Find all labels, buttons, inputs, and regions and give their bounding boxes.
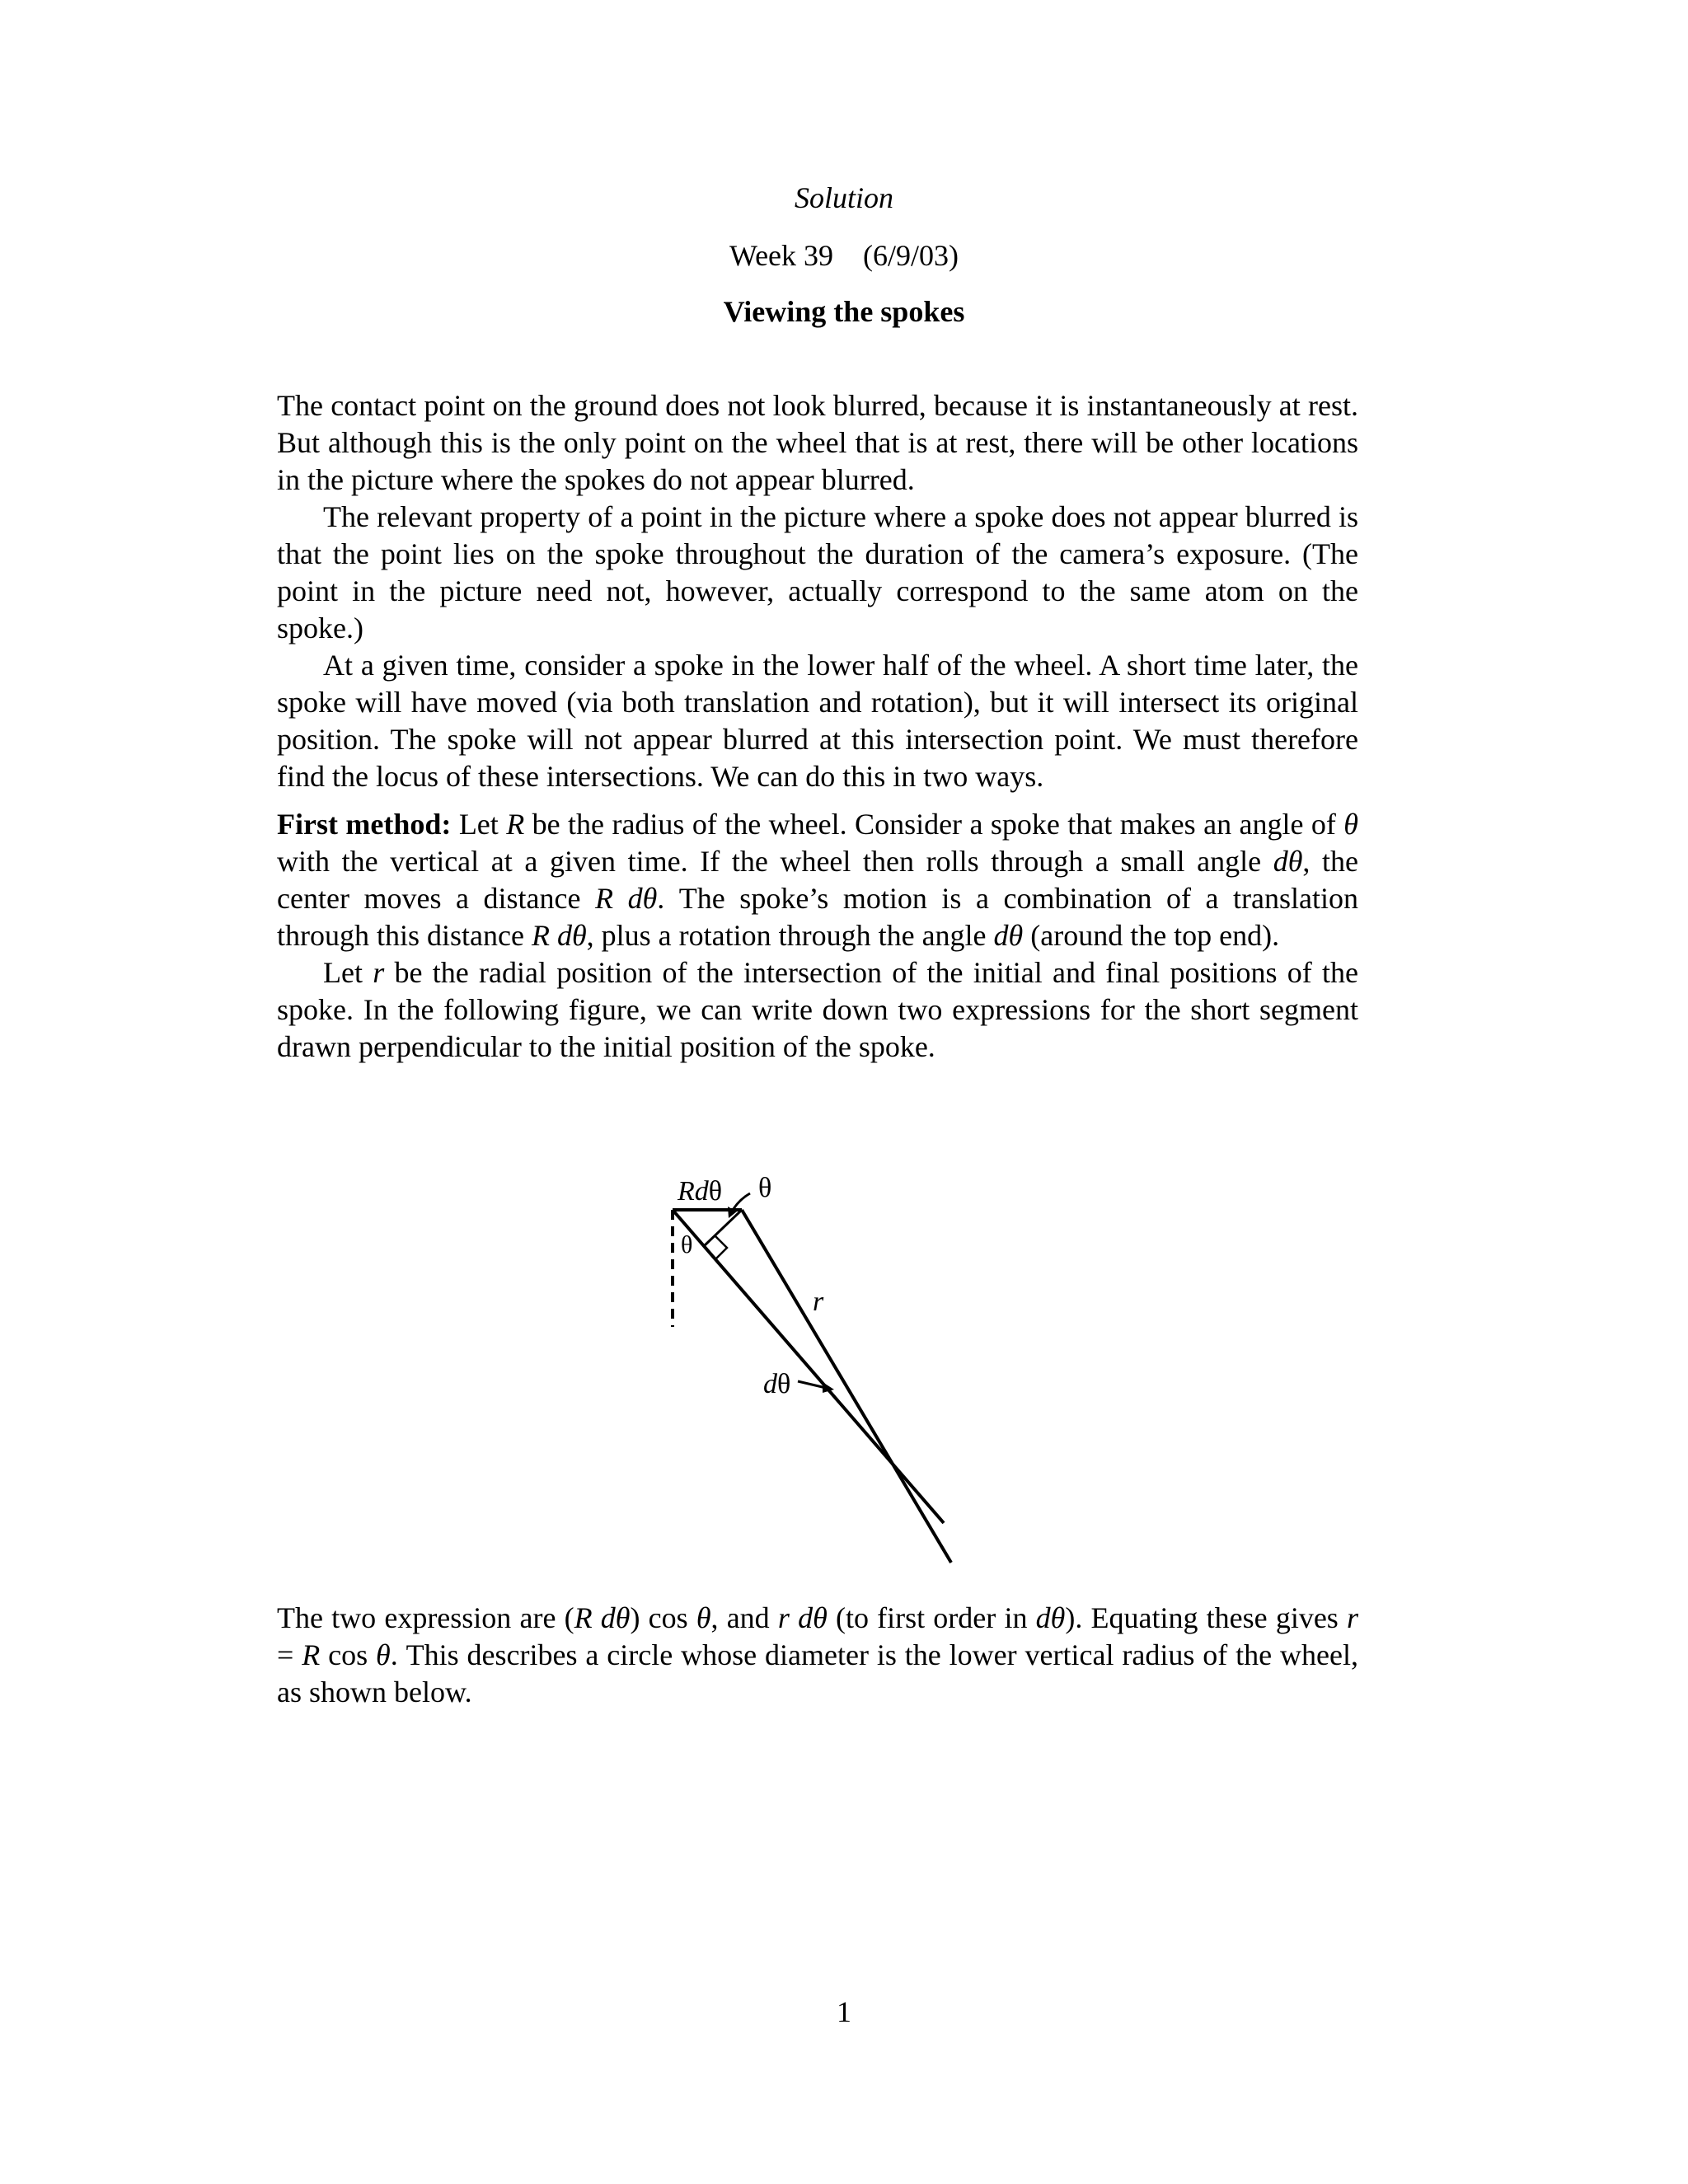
p4-math-Rdtheta-1: R dθ (595, 882, 658, 915)
perpendicular-segment (704, 1210, 742, 1246)
p4-text-c: with the vertical at a given time. If the wheel then rolls through a small angle (277, 845, 1273, 878)
body-text-top (277, 387, 1358, 1066)
p4-text-f: , plus a rotation through the angle (586, 919, 994, 952)
label-rdtheta-d: d (694, 1176, 709, 1207)
p6-text-e: ). Equating these gives (1065, 1601, 1347, 1634)
label-rdtheta-R: R (678, 1176, 695, 1207)
page-number: 1 (837, 1995, 851, 2028)
p4-math-Rdtheta-2: R dθ (531, 919, 587, 952)
week-date-label: Week 39 (6/9/03) (729, 239, 959, 272)
label-dtheta (763, 1369, 790, 1399)
first-method-heading: First method: (277, 808, 452, 841)
label-rdtheta (677, 1176, 722, 1207)
initial-spoke-line (673, 1210, 944, 1523)
p6-math-dtheta: dθ (1035, 1601, 1066, 1634)
p6-math-theta-1: θ (696, 1601, 711, 1634)
right-angle-marker (715, 1236, 727, 1259)
p4-math-dtheta-2: dθ (993, 919, 1024, 952)
label-rdtheta-theta: θ (708, 1176, 723, 1207)
p6-math-theta-2: θ (376, 1638, 391, 1671)
label-r: r (813, 1286, 824, 1317)
p6-text-a: The two expression are ( (277, 1601, 574, 1634)
label-dtheta-d: d (763, 1369, 777, 1399)
p4-math-dtheta-1: dθ (1273, 845, 1303, 878)
p5-text-a: Let (323, 956, 373, 989)
paragraph-5 (277, 954, 1358, 1066)
p4-text-d: , the center moves a distance (277, 845, 1358, 915)
label-dtheta-theta: θ (777, 1369, 791, 1399)
label-theta-top: θ (758, 1173, 772, 1203)
p5-text-b: be the radial position of the intersection of the initial and final positions of the spoke. In the following figure, we can write down two expressions for the short segment drawn perpendicular to the initial position of the spoke. (277, 956, 1358, 1063)
body-text-bottom (277, 1600, 1358, 1711)
paragraph-4 (277, 806, 1358, 954)
paragraph-1: The contact point on the ground does not look blurred, because it is instantaneously at rest. But although this is the only point on the wheel that is at rest, there will be other locations in the picture where the spokes do not appear blurred. (277, 389, 1358, 496)
p4-text-b: be the radius of the wheel. Consider a spoke that makes an angle of (524, 808, 1344, 841)
p6-text-h: . This describes a circle whose diameter is the lower vertical radius of the wheel, as shown below. (277, 1638, 1358, 1708)
p4-math-R: R (506, 808, 525, 841)
p4-math-theta: θ (1343, 808, 1358, 841)
p6-text-d: (to first order in (827, 1601, 1036, 1634)
spoke-intersection-figure (659, 1169, 989, 1581)
problem-title: Viewing the spokes (723, 295, 965, 328)
p6-math-r: r (1347, 1601, 1359, 1634)
p6-text-g: cos (320, 1638, 377, 1671)
p6-text-f: = (277, 1638, 302, 1671)
p6-text-b: ) cos (630, 1601, 696, 1634)
p5-math-r: r (373, 956, 385, 989)
paragraph-6 (277, 1600, 1358, 1711)
paragraph-2: The relevant property of a point in the picture where a spoke does not appear blurred is that the point lies on the spoke throughout the duration of the camera’s exposure. (The point in the picture need not, however, actually correspond to the same atom on the spoke.) (277, 500, 1358, 644)
p6-math-rdtheta: r dθ (777, 1601, 828, 1634)
p6-math-Rdtheta: R dθ (574, 1601, 631, 1634)
p4-text-a: Let (451, 808, 507, 841)
p6-math-R: R (302, 1638, 321, 1671)
p6-text-c: , and (710, 1601, 778, 1634)
label-theta-left: θ (681, 1231, 693, 1258)
paragraph-3: At a given time, consider a spoke in the lower half of the wheel. A short time later, the spoke will have moved (via both translation and rotation), but it will intersect its original position. The spoke will not appear blurred at this intersection point. We must therefore find the locus of these intersections. We can do this in two ways. (277, 649, 1358, 793)
p4-text-g: (around the top end). (1023, 919, 1280, 952)
p4-text-e: . The spoke’s motion is a combination of a translation through this distance (277, 882, 1359, 952)
solution-label: Solution (794, 181, 893, 214)
